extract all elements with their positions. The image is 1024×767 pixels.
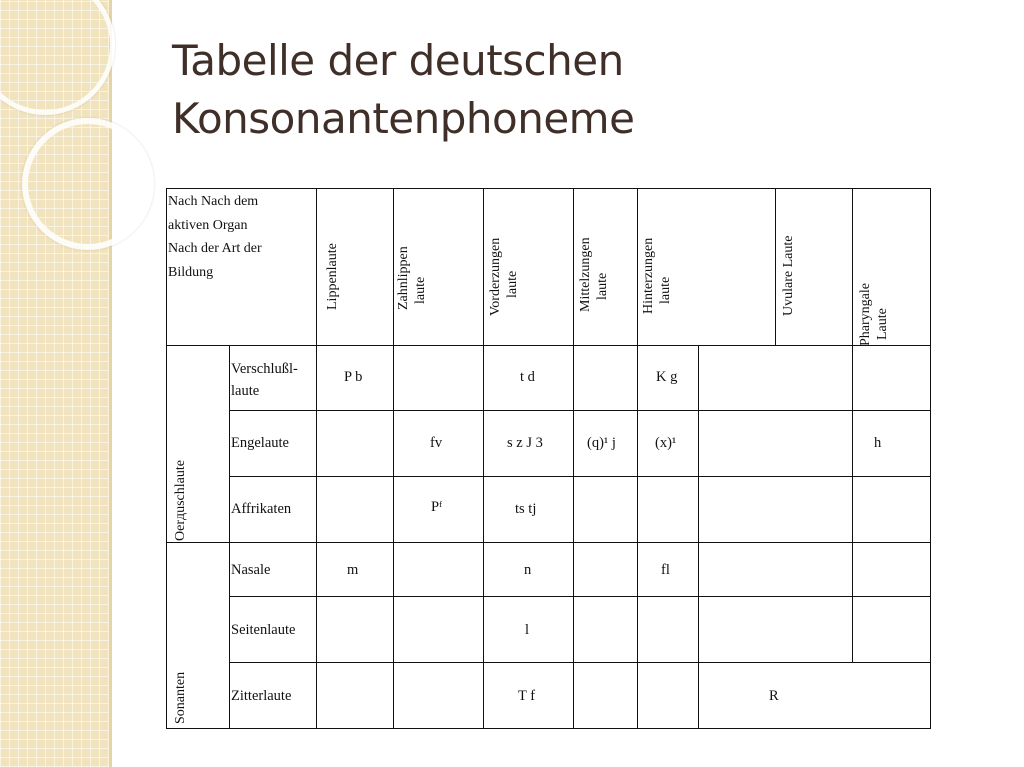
column-line <box>775 188 776 345</box>
group-separator <box>166 542 931 543</box>
cell-verschluss-lippen: P b <box>344 369 363 385</box>
cell-zitter-vorder: T f <box>518 688 536 704</box>
side-band-edge <box>109 0 112 767</box>
table-border-right <box>930 188 931 729</box>
cell-seiten-vorder: l <box>525 622 530 638</box>
row-line <box>229 410 931 411</box>
cell-zitter-uvular: R <box>769 688 779 704</box>
decorative-ring-middle <box>22 118 154 250</box>
col-header-text: laute <box>658 276 673 304</box>
column-line <box>573 188 574 729</box>
table-border-top <box>166 188 931 189</box>
col-header-vorderzungenlaute <box>487 238 521 316</box>
col-header-uvulare-laute <box>780 236 797 316</box>
row-label-zitterlaute: Zitterlaute <box>231 688 292 704</box>
row-label-engelaute: Engelaute <box>231 435 289 451</box>
cell-verschluss-vorder: t d <box>520 369 535 385</box>
row-line <box>229 596 931 597</box>
col-header-text: Laute <box>875 308 890 340</box>
row-label-affrikaten: Affrikaten <box>231 501 292 517</box>
cell-enge-hinter: (x)¹ <box>655 435 677 451</box>
cell-enge-vorder: s z J 3 <box>507 435 543 451</box>
corner-header <box>168 190 308 284</box>
group-label-sonanten <box>172 672 189 724</box>
col-header-lippenlaute <box>324 243 341 310</box>
corner-line-3: Nach der Art der <box>168 241 262 256</box>
row-label-seitenlaute: Seitenlaute <box>231 622 296 638</box>
corner-line-1: Nach Nach dem <box>168 194 259 209</box>
group-label-text: Sonanten <box>173 671 188 724</box>
column-line <box>698 345 699 729</box>
col-header-text: laute <box>595 272 610 300</box>
table-border-bottom <box>166 728 931 729</box>
col-header-hinterzungenlaute <box>640 238 674 314</box>
row-line <box>229 476 931 477</box>
table-border-left <box>166 188 167 729</box>
col-header-text: Hinterzungen <box>641 237 656 314</box>
title-line-1: Tabelle der deutschen <box>172 36 624 85</box>
consonant-table <box>166 188 931 729</box>
column-line <box>852 188 853 662</box>
title-line-2: Konsonantenphoneme <box>172 94 635 143</box>
col-header-text: laute <box>413 276 428 304</box>
row-label-verschlusslaute <box>231 358 298 402</box>
corner-line-4: Bildung <box>168 264 214 280</box>
col-header-text: laute <box>505 270 520 298</box>
cell-enge-zahnlippen: fv <box>430 435 443 451</box>
column-line <box>637 188 638 729</box>
col-header-mittelzungenlaute <box>577 237 611 312</box>
group-label-text: Oerдuschlaute <box>173 460 188 541</box>
cell-enge-mittel: (q)¹ j <box>587 435 616 451</box>
cell-nasale-hinter: fl <box>661 562 670 578</box>
cell-nasale-lippen: m <box>347 562 359 578</box>
row-label-nasale: Nasale <box>231 562 271 578</box>
row-label-text: Verschlußl- <box>231 361 298 377</box>
corner-line-2: aktiven Organ <box>168 217 248 233</box>
col-header-text: Lippenlaute <box>325 243 340 310</box>
column-line <box>316 188 317 729</box>
column-line <box>483 188 484 729</box>
slide-title <box>172 32 992 148</box>
col-header-zahnlippenlaute <box>395 246 429 310</box>
col-header-text: Mittelzungen <box>578 237 593 312</box>
col-header-text: Pharyngale <box>858 283 873 346</box>
cell-nasale-vorder: n <box>524 562 532 578</box>
cell-verschluss-hinter: K g <box>656 369 678 385</box>
row-label-text: laute <box>231 383 260 399</box>
group-column-line <box>229 345 230 729</box>
row-line <box>229 662 931 663</box>
cell-affrikaten-zahnlippen: Pᶠ <box>431 499 443 515</box>
cell-enge-pharyngal: h <box>874 435 882 451</box>
column-line <box>393 188 394 729</box>
header-separator <box>166 345 931 346</box>
group-label-geraeuschlaute <box>172 460 189 541</box>
col-header-text: Vorderzungen <box>488 237 503 316</box>
cell-affrikaten-vorder: ts tj <box>515 501 537 517</box>
col-header-text: Uvulare Laute <box>781 235 796 316</box>
col-header-text: Zahnlippen <box>396 246 411 310</box>
decorative-side-band <box>0 0 112 767</box>
col-header-pharyngale-laute <box>857 283 891 346</box>
